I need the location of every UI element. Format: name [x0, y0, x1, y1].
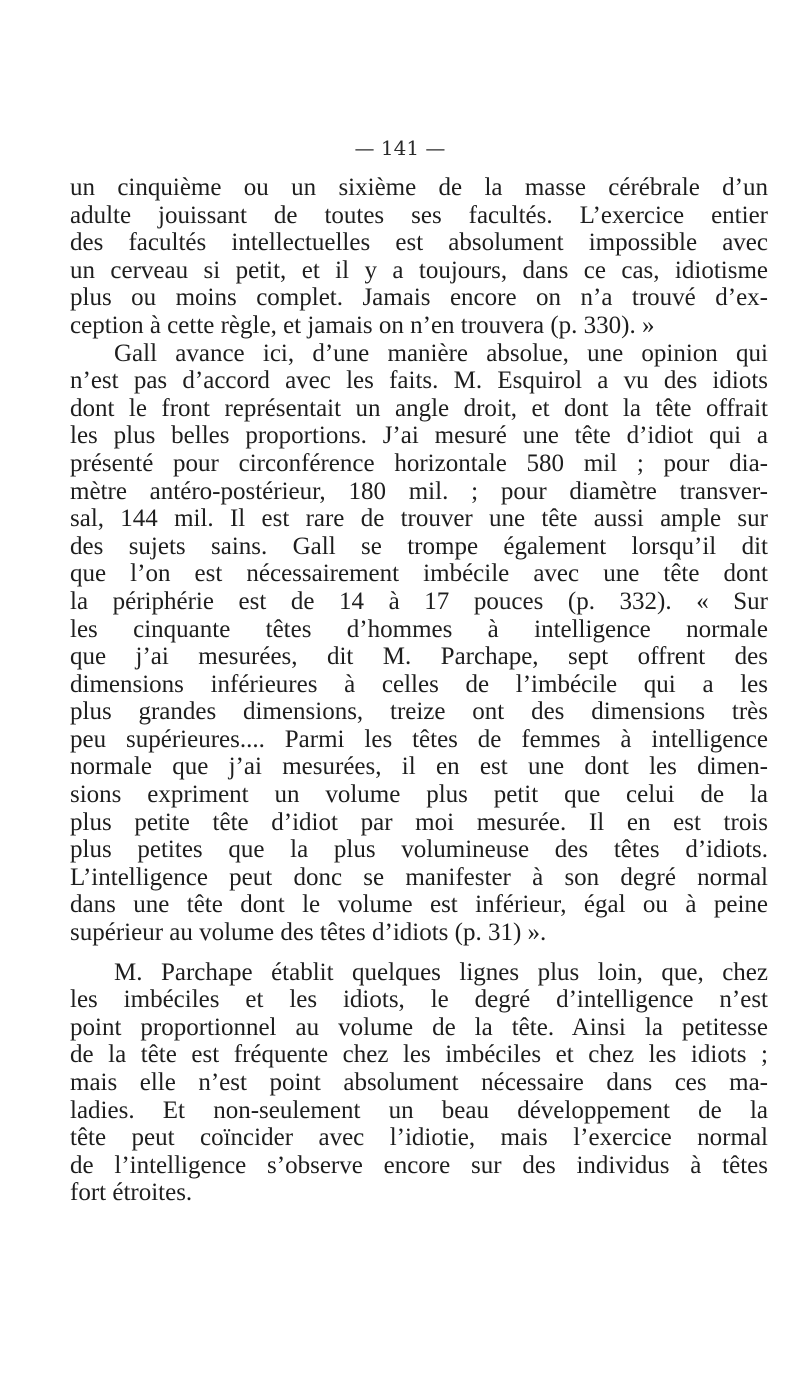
- text-line: présenté pour circonférence horizontale 580 mil ; pour dia-: [70, 449, 768, 477]
- text-line: mètre antéro-postérieur, 180 mil. ; pour diamètre transver-: [70, 477, 768, 505]
- text-line: n’est pas d’accord avec les faits. M. Esquirol a vu des idiots: [70, 367, 768, 395]
- text-line: la périphérie est de 14 à 17 pouces (p. 332). « Sur: [70, 587, 768, 615]
- text-line: des sujets sains. Gall se trompe également lorsqu’il dit: [70, 532, 768, 560]
- text-line: tête peut coïncider avec l’idiotie, mais l’exercice normal: [70, 1124, 768, 1152]
- text-line: plus ou moins complet. Jamais encore on n’a trouvé d’ex-: [70, 284, 768, 312]
- text-line: L’intelligence peut donc se manifester à son degré normal: [70, 863, 768, 891]
- text-line: peu supérieures.... Parmi les têtes de femmes à intelligence: [70, 725, 768, 753]
- text-line: que l’on est nécessairement imbécile avec une tête dont: [70, 560, 768, 588]
- paragraph-2: [70, 340, 768, 947]
- text-line: supérieur au volume des têtes d’idiots (p. 31) ».: [70, 919, 547, 947]
- paragraph-gap: [70, 947, 768, 959]
- text-line: les cinquante têtes d’hommes à intelligence normale: [70, 615, 768, 643]
- text-line: dans une tête dont le volume est inférieur, égal ou à peine: [70, 891, 768, 919]
- text-line: de la tête est fréquente chez les imbéciles et chez les idiots ;: [70, 1041, 768, 1069]
- text-line: un cinquième ou un sixième de la masse cérébrale d’un: [70, 174, 768, 201]
- text-line: de l’intelligence s’observe encore sur des individus à têtes: [70, 1151, 768, 1179]
- page-number: — 141 —: [354, 136, 446, 160]
- text-line: plus petites que la plus volumineuse des têtes d’idiots.: [70, 836, 768, 864]
- text-line: ception à cette règle, et jamais on n’en trouvera (p. 330). »: [70, 311, 655, 339]
- text-line: des facultés intellectuelles est absolument impossible avec: [70, 229, 768, 257]
- text-line: adulte jouissant de toutes ses facultés. L’exercice entier: [70, 201, 768, 229]
- text-line: mais elle n’est point absolument nécessaire dans ces ma-: [70, 1069, 768, 1096]
- text-line: un cerveau si petit, et il y a toujours, dans ce cas, idiotisme: [70, 256, 768, 284]
- paragraph-1: [70, 174, 768, 340]
- text-line: que j’ai mesurées, dit M. Parchape, sept offrent des: [70, 643, 768, 671]
- text-line: fort étroites.: [70, 1179, 193, 1207]
- text-line: plus grandes dimensions, treize ont des dimensions très: [70, 698, 768, 726]
- text-line: dimensions inférieures à celles de l’imbécile qui a les: [70, 670, 768, 698]
- text-line: Gall avance ici, d’une manière absolue, une opinion qui: [114, 339, 768, 367]
- text-line: normale que j’ai mesurées, il en est une dont les dimen-: [70, 753, 768, 781]
- text-line: ladies. Et non-seulement un beau développement de la: [70, 1096, 768, 1124]
- paragraph-3: [70, 959, 768, 1207]
- text-line: dont le front représentait un angle droit, et dont la tête offrait: [70, 394, 768, 422]
- text-line: les plus belles proportions. J’ai mesuré une tête d’idiot qui a: [70, 422, 768, 450]
- text-line: sions expriment un volume plus petit que celui de la: [70, 781, 768, 809]
- text-line: point proportionnel au volume de la tête. Ainsi la petitesse: [70, 1013, 768, 1041]
- text-line: plus petite tête d’idiot par moi mesurée. Il en est trois: [70, 808, 768, 836]
- text-line: M. Parchape établit quelques lignes plus loin, que, chez: [114, 958, 768, 986]
- body-text: [70, 174, 768, 1207]
- text-line: les imbéciles et les idiots, le degré d’intelligence n’est: [70, 986, 768, 1014]
- text-line: sal, 144 mil. Il est rare de trouver une tête aussi ample sur: [70, 505, 768, 533]
